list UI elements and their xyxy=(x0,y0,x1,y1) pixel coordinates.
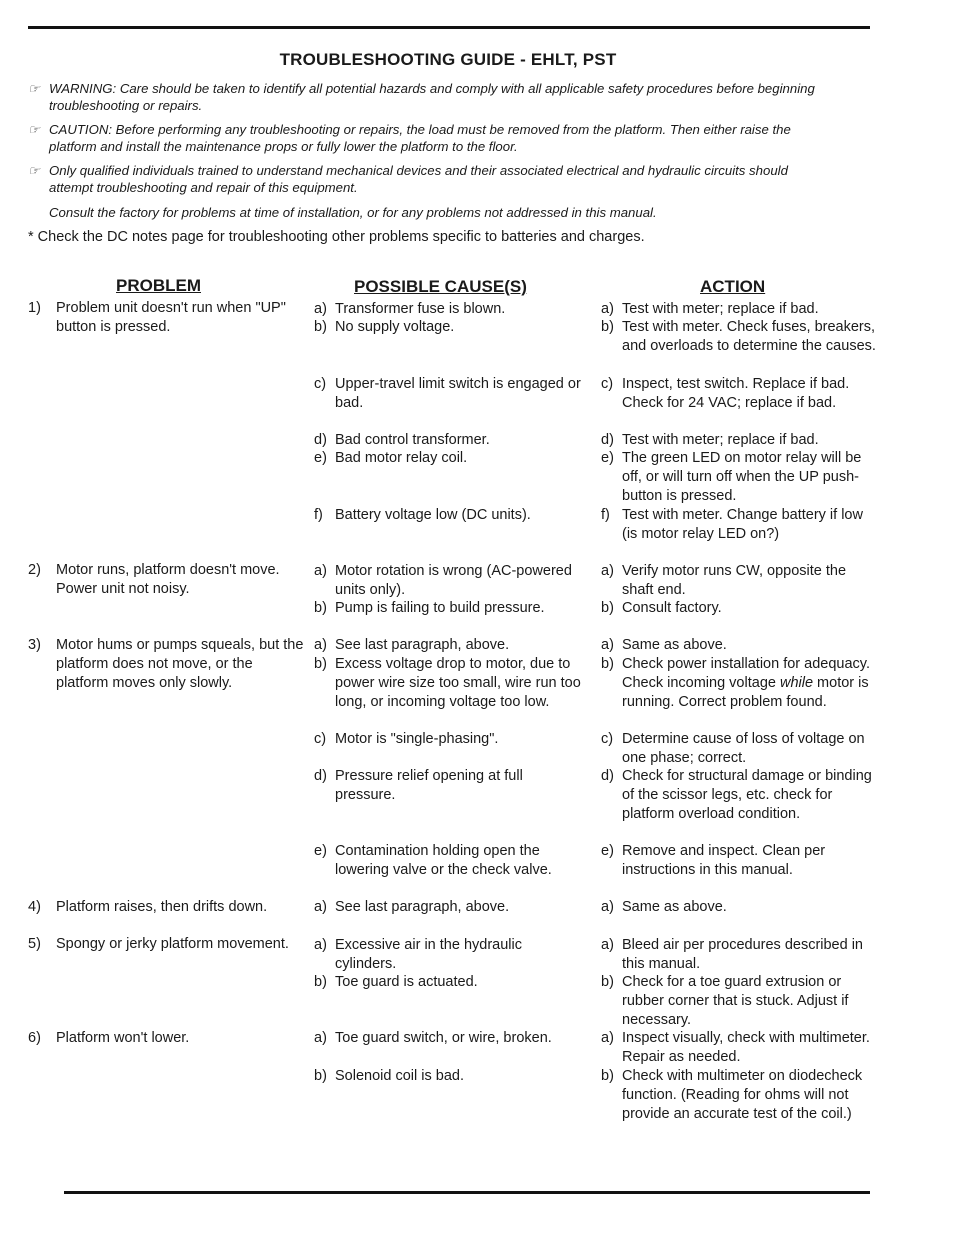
cause-letter: b) xyxy=(314,319,327,335)
cause-text: Battery voltage low (DC units). xyxy=(335,507,531,523)
action-letter: d) xyxy=(601,768,614,784)
cause-letter: e) xyxy=(314,843,327,859)
problem-number: 6) xyxy=(28,1030,41,1046)
action-text: Test with meter. Change battery if low (is motor relay LED on?) xyxy=(622,507,863,542)
action-letter: a) xyxy=(601,1030,614,1046)
cause-text: Excessive air in the hydraulic cylinders. xyxy=(335,937,522,972)
action-text: Remove and inspect. Clean per instructions in this manual. xyxy=(622,843,826,878)
dc-check-note: * Check the DC notes page for troubleshooting other problems specific to batteries and charges. xyxy=(28,229,645,245)
action-letter: b) xyxy=(601,974,614,990)
action-text: Verify motor runs CW, opposite the shaft end. xyxy=(622,563,847,598)
action-text: Inspect, test switch. Replace if bad. Check for 24 VAC; replace if bad. xyxy=(622,376,850,411)
action-letter: e) xyxy=(601,843,614,859)
action-letter: a) xyxy=(601,301,614,317)
problem-number: 5) xyxy=(28,936,41,952)
cause-text: Toe guard is actuated. xyxy=(335,974,478,990)
note-text: WARNING: Care should be taken to identify all potential hazards and comply with all applicable safety procedures before beginning troubleshooting or repairs. xyxy=(49,81,815,113)
cause-text: Solenoid coil is bad. xyxy=(335,1068,464,1084)
cause-letter: f) xyxy=(314,507,323,523)
action-text: Test with meter; replace if bad. xyxy=(622,301,819,317)
cause-text: Toe guard switch, or wire, broken. xyxy=(335,1030,552,1046)
action-text: Same as above. xyxy=(622,899,727,915)
action-text: Consult factory. xyxy=(622,600,722,616)
action-letter: d) xyxy=(601,432,614,448)
action-letter: e) xyxy=(601,450,614,466)
cause-letter: b) xyxy=(314,600,327,616)
bottom-rule xyxy=(64,1191,870,1194)
cause-letter: a) xyxy=(314,301,327,317)
action-text: Check for structural damage or binding of the scissor legs, etc. check for platform overload condition. xyxy=(622,768,872,822)
cause-letter: e) xyxy=(314,450,327,466)
cause-letter: d) xyxy=(314,432,327,448)
problem-number: 2) xyxy=(28,562,41,578)
cause-text: No supply voltage. xyxy=(335,319,455,335)
problem-number: 3) xyxy=(28,637,41,653)
cause-text: Upper-travel limit switch is engaged or bad. xyxy=(335,376,581,411)
action-letter: a) xyxy=(601,899,614,915)
cause-text: Bad control transformer. xyxy=(335,432,490,448)
action-text: Check with multimeter on diodecheck function. (Reading for ohms will not provide an accurate test of the coil.) xyxy=(622,1068,863,1122)
action-letter: f) xyxy=(601,507,610,523)
action-text-emphasis: while xyxy=(779,675,814,691)
cause-letter: c) xyxy=(314,376,327,392)
pointing-hand-icon: ☞ xyxy=(28,163,40,178)
action-letter: a) xyxy=(601,637,614,653)
action-text-post: motor is running. Correct problem found. xyxy=(622,675,869,710)
action-letter: a) xyxy=(601,563,614,579)
cause-text: Pressure relief opening at full pressure. xyxy=(335,768,523,803)
cause-text: Motor is "single-phasing". xyxy=(335,731,499,747)
cause-letter: a) xyxy=(314,1030,327,1046)
problem-text: Platform raises, then drifts down. xyxy=(56,899,268,915)
cause-letter: c) xyxy=(314,731,327,747)
action-letter: a) xyxy=(601,937,614,953)
problem-text: Problem unit doesn't run when "UP" button is pressed. xyxy=(56,300,286,335)
note-text: Only qualified individuals trained to understand mechanical devices and their associated electrical and hydraulic circuits should attempt troubleshooting and repair of this equipment. xyxy=(49,163,788,195)
cause-text: Motor rotation is wrong (AC-powered units only). xyxy=(335,563,572,598)
action-text xyxy=(622,655,878,712)
cause-text: Contamination holding open the lowering valve or the check valve. xyxy=(335,843,552,878)
note-text: Consult the factory for problems at time of installation, or for any problems not addressed in this manual. xyxy=(49,205,657,220)
cause-text: See last paragraph, above. xyxy=(335,899,510,915)
page-title: TROUBLESHOOTING GUIDE - EHLT, PST xyxy=(279,50,617,69)
cause-letter: a) xyxy=(314,937,327,953)
action-text-pre: Check power installation for adequacy. Check incoming voltage xyxy=(622,656,870,691)
cause-letter: b) xyxy=(314,1068,327,1084)
action-letter: c) xyxy=(601,376,614,392)
cause-letter: a) xyxy=(314,637,327,653)
pointing-hand-icon: ☞ xyxy=(28,81,40,96)
cause-text: Transformer fuse is blown. xyxy=(335,301,506,317)
cause-text: See last paragraph, above. xyxy=(335,637,510,653)
cause-text: Pump is failing to build pressure. xyxy=(335,600,545,616)
problem-text: Spongy or jerky platform movement. xyxy=(56,936,289,952)
cause-text: Excess voltage drop to motor, due to power wire size too small, wire run too long, or incoming voltage too low. xyxy=(335,656,581,710)
action-text: Inspect visually, check with multimeter. Repair as needed. xyxy=(622,1030,870,1065)
action-letter: b) xyxy=(601,1068,614,1084)
note-text: CAUTION: Before performing any troubleshooting or repairs, the load must be removed from the platform. Then either raise the platform and install the maintenance props or fully lower the platform to the floor. xyxy=(49,122,791,154)
problem-text: Platform won't lower. xyxy=(56,1030,190,1046)
action-letter: b) xyxy=(601,600,614,616)
top-rule xyxy=(28,26,870,29)
action-text: Check for a toe guard extrusion or rubber corner that is stuck. Adjust if necessary. xyxy=(622,974,849,1028)
problem-number: 4) xyxy=(28,899,41,915)
cause-letter: b) xyxy=(314,974,327,990)
action-letter: b) xyxy=(601,656,614,672)
action-text: Determine cause of loss of voltage on one phase; correct. xyxy=(622,731,865,766)
problem-text: Motor hums or pumps squeals, but the platform does not move, or the platform moves only slowly. xyxy=(56,637,304,691)
action-letter: b) xyxy=(601,319,614,335)
cause-letter: d) xyxy=(314,768,327,784)
pointing-hand-icon: ☞ xyxy=(28,122,40,137)
cause-letter: a) xyxy=(314,899,327,915)
action-text: Same as above. xyxy=(622,637,727,653)
problem-header: PROBLEM xyxy=(116,276,201,295)
action-header: ACTION xyxy=(700,277,766,296)
action-letter: c) xyxy=(601,731,614,747)
action-text: Bleed air per procedures described in this manual. xyxy=(622,937,863,972)
cause-text: Bad motor relay coil. xyxy=(335,450,468,466)
problem-text: Motor runs, platform doesn't move. Power unit not noisy. xyxy=(56,562,280,597)
cause-letter: a) xyxy=(314,563,327,579)
action-text: Test with meter; replace if bad. xyxy=(622,432,819,448)
cause-header: POSSIBLE CAUSE(S) xyxy=(354,277,527,296)
action-text: Test with meter. Check fuses, breakers, and overloads to determine the causes. xyxy=(622,319,876,354)
cause-letter: b) xyxy=(314,656,327,672)
problem-number: 1) xyxy=(28,300,41,316)
action-text: The green LED on motor relay will be off, or will turn off when the UP push-button is pressed. xyxy=(622,450,862,504)
